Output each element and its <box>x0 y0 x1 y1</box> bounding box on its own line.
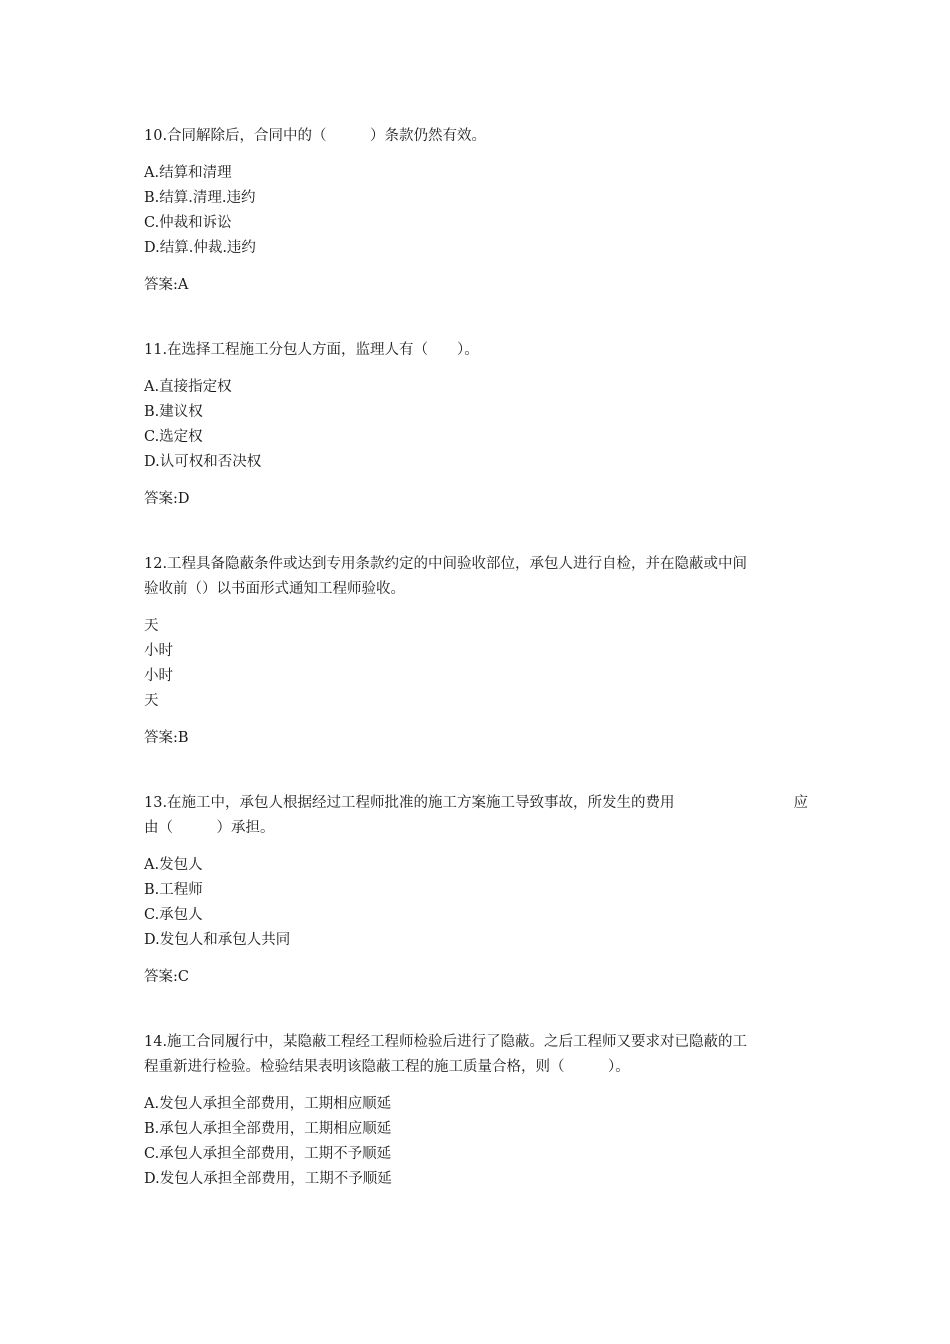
question-stem-line-2: 验收前（）以书面形式通知工程师验收。 <box>144 581 405 597</box>
option-d: D.认可权和否决权 <box>144 454 262 470</box>
question-stem: 11.在选择工程施工分包人方面，监理人有（ ）。 <box>144 342 479 358</box>
question-12 <box>144 552 808 751</box>
question-stem-text: 13.在施工中，承包人根据经过工程师批准的施工方案施工导致事故，所发生的费用 <box>144 795 675 811</box>
question-stem-tail: 应 <box>793 795 808 811</box>
option-d: D.发包人和承包人共同 <box>144 932 291 948</box>
option-2: 小时 <box>144 643 173 659</box>
option-b: B.承包人承担全部费用，工期相应顺延 <box>144 1121 392 1137</box>
option-a: A.发包人 <box>144 857 203 873</box>
option-a: A.结算和清理 <box>144 165 232 181</box>
option-c: C.承包人承担全部费用，工期不予顺延 <box>144 1146 392 1162</box>
answer: 答案:C <box>144 969 189 985</box>
question-10 <box>144 124 808 298</box>
option-d: D.发包人承担全部费用，工期不予顺延 <box>144 1171 392 1187</box>
question-stem-line-1 <box>144 791 808 816</box>
option-b: B.工程师 <box>144 882 203 898</box>
option-1: 天 <box>144 618 159 634</box>
question-11 <box>144 338 808 512</box>
option-a: A.发包人承担全部费用，工期相应顺延 <box>144 1096 392 1112</box>
question-14 <box>144 1030 808 1192</box>
option-d: D.结算.仲裁.违约 <box>144 240 256 256</box>
option-c: C.选定权 <box>144 429 203 445</box>
option-b: B.建议权 <box>144 404 203 420</box>
question-stem-line-2: 由（ ）承担。 <box>144 820 275 836</box>
option-4: 天 <box>144 693 159 709</box>
option-c: C.仲裁和诉讼 <box>144 215 232 231</box>
question-stem-line-1: 14.施工合同履行中，某隐蔽工程经工程师检验后进行了隐蔽。之后工程师又要求对已隐蔽的工 <box>144 1034 748 1050</box>
question-stem-line-2: 程重新进行检验。检验结果表明该隐蔽工程的施工质量合格，则（ ）。 <box>144 1059 630 1075</box>
option-3: 小时 <box>144 668 173 684</box>
question-stem: 10.合同解除后，合同中的（ ）条款仍然有效。 <box>144 128 487 144</box>
answer: 答案:A <box>144 277 189 293</box>
answer: 答案:D <box>144 491 190 507</box>
question-stem-line-1: 12.工程具备隐蔽条件或达到专用条款约定的中间验收部位，承包人进行自检，并在隐蔽或中间 <box>144 556 748 572</box>
option-b: B.结算.清理.违约 <box>144 190 256 206</box>
option-a: A.直接指定权 <box>144 379 232 395</box>
answer: 答案:B <box>144 730 189 746</box>
option-c: C.承包人 <box>144 907 203 923</box>
question-13 <box>144 791 808 990</box>
